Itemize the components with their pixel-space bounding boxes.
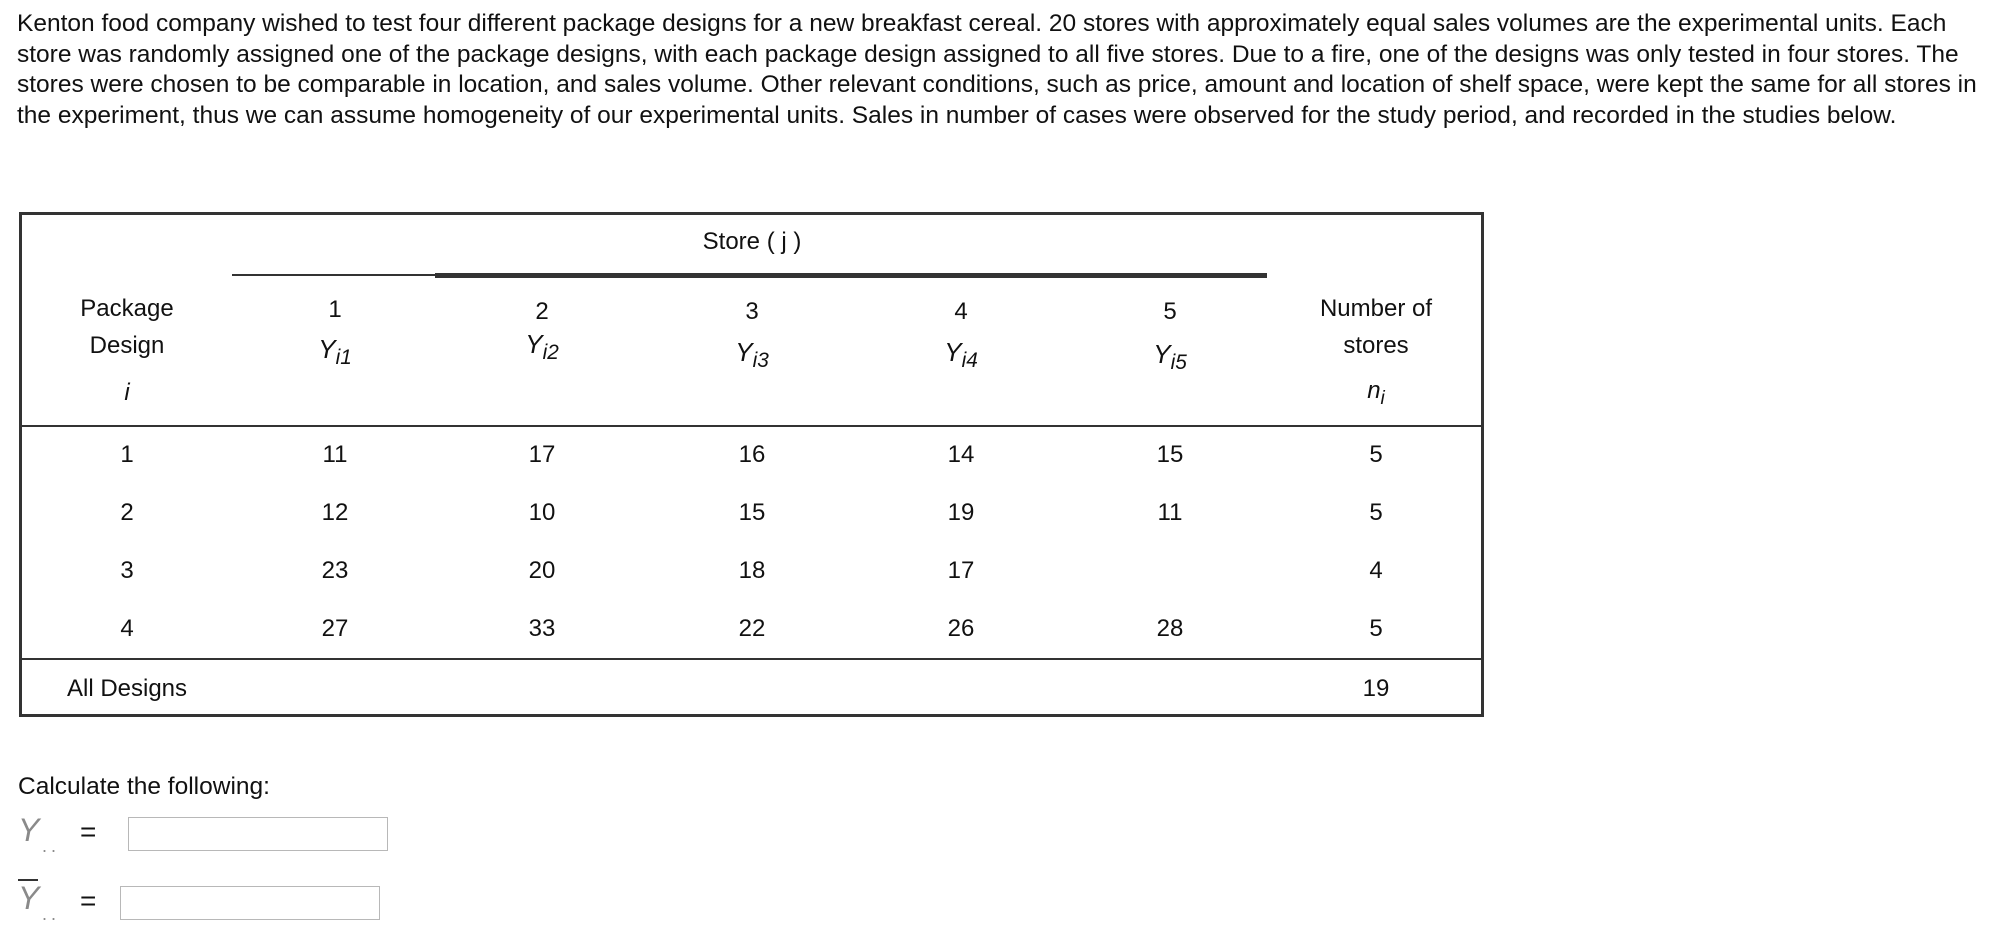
store-rule-thick [435, 273, 1267, 278]
row-header-line1: Package [80, 295, 174, 322]
row-header-line2: Design [89, 332, 165, 359]
design-2-count: 5 [1369, 499, 1383, 526]
design-4-store-3: 22 [738, 615, 766, 642]
store-rule-thin [232, 274, 435, 276]
design-4-store-1: 27 [321, 615, 349, 642]
design-2-store-4: 19 [947, 499, 975, 526]
design-4-count: 5 [1369, 615, 1383, 642]
design-4-label: 4 [120, 615, 134, 642]
y-mean-equals: = [80, 885, 97, 916]
design-3-store-4: 17 [947, 557, 975, 584]
design-1-store-4: 14 [947, 441, 975, 468]
calculate-prompt: Calculate the following: [18, 773, 270, 800]
design-1-store-3: 16 [738, 441, 766, 468]
store-2-number: 2 [535, 298, 549, 325]
store-header: Store ( j ) [702, 228, 802, 255]
y-mean-input[interactable] [120, 886, 380, 920]
store-5-number: 5 [1163, 298, 1177, 325]
all-designs-count: 19 [1362, 675, 1390, 702]
design-2-store-2: 10 [528, 499, 556, 526]
store-5-var: $Y_{i5}$ [1153, 339, 1187, 375]
all-designs-label: All Designs [66, 675, 188, 702]
count-header-ni: $n_i$ [1367, 377, 1385, 409]
design-2-store-3: 15 [738, 499, 766, 526]
store-3-var: $Y_{i3}$ [735, 337, 769, 373]
design-3-label: 3 [120, 557, 134, 584]
design-4-store-4: 26 [947, 615, 975, 642]
y-total-input[interactable] [128, 817, 388, 851]
store-4-number: 4 [954, 298, 968, 325]
y-total-symbol: Y [18, 812, 40, 848]
design-3-store-2: 20 [528, 557, 556, 584]
store-4-var: $Y_{i4}$ [944, 337, 978, 373]
design-2-store-1: 12 [321, 499, 349, 526]
row-header-i: i [124, 379, 130, 406]
total-divider [22, 658, 1481, 660]
y-mean-symbol: Y [18, 880, 40, 916]
store-1-number: 1 [328, 296, 342, 323]
design-1-store-5: 15 [1156, 441, 1184, 468]
design-4-store-2: 33 [528, 615, 556, 642]
store-2-var: $Y_{i2}$ [525, 329, 559, 365]
design-1-label: 1 [120, 441, 134, 468]
design-4-store-5: 28 [1156, 615, 1184, 642]
data-table [19, 212, 1484, 717]
y-total-dots: .. [42, 836, 61, 856]
store-3-number: 3 [745, 298, 759, 325]
count-header-line2: stores [1343, 332, 1409, 359]
design-3-count: 4 [1369, 557, 1383, 584]
design-1-count: 5 [1369, 441, 1383, 468]
header-divider [22, 425, 1481, 427]
problem-statement: Kenton food company wished to test four different package designs for a new breakfast cereal. 20 stores with approximately equal sales volumes are the experimental units. Each store was randomly assigned one of the package designs, with each package design assigned to all five stores. Due to a fire, one of the designs was only tested in four stores. The stores were chosen to be comparable in location, and sales volume. Other relevant conditions, such as price, amount and location of shelf space, were kept the same for all stores in the experiment, thus we can assume homogeneity of our experimental units. Sales in number of cases were observed for the study period, and recorded in the studies below. [17, 10, 1977, 129]
design-1-store-1: 11 [322, 441, 348, 468]
design-1-store-2: 17 [528, 441, 556, 468]
design-3-store-1: 23 [321, 557, 349, 584]
y-mean-dots: .. [42, 904, 61, 924]
design-2-store-5: 11 [1157, 499, 1183, 526]
store-1-var: $Y_{i1}$ [318, 334, 352, 370]
y-total-equals: = [80, 816, 97, 847]
count-header-line1: Number of [1319, 295, 1433, 322]
design-3-store-3: 18 [738, 557, 766, 584]
design-2-label: 2 [120, 499, 134, 526]
